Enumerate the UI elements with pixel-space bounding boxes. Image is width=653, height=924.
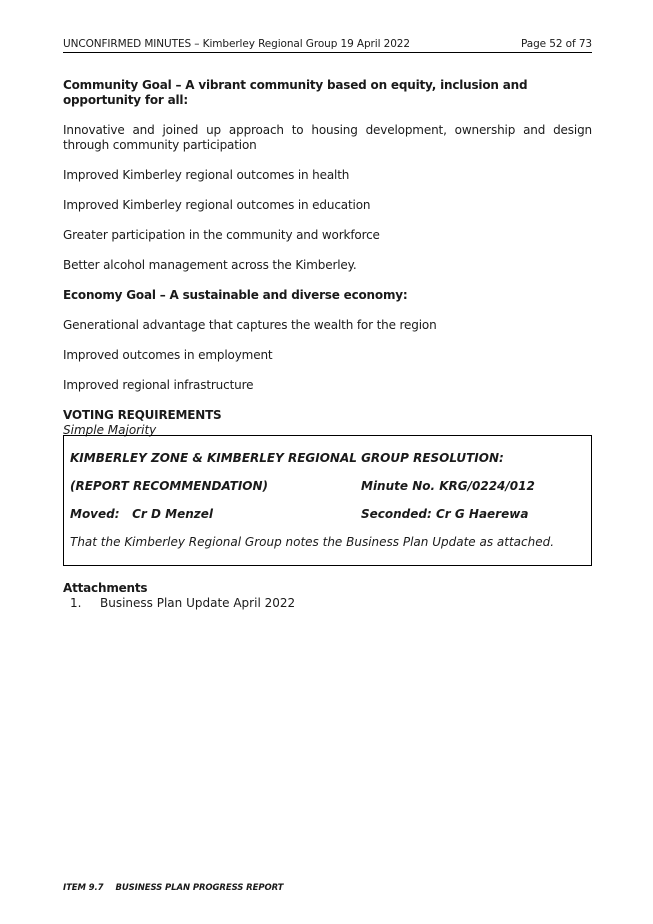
moved-by: Cr D Menzel [132, 507, 213, 521]
community-goal-item: Innovative and joined up approach to housing development, ownership and design through community participation [63, 123, 592, 152]
economy-goal-heading: Economy Goal – A sustainable and diverse economy: [63, 288, 408, 302]
community-goal-item: Improved Kimberley regional outcomes in health [63, 168, 350, 182]
economy-goal-item: Improved outcomes in employment [63, 348, 273, 362]
attachment-item[interactable] [63, 596, 592, 611]
community-goal-item: Greater participation in the community and workforce [63, 228, 380, 242]
header-title: UNCONFIRMED MINUTES – Kimberley Regional Group 19 April 2022 [63, 38, 410, 50]
report-recommendation: (REPORT RECOMMENDATION) [70, 479, 269, 493]
attachments-title: Attachments [63, 581, 148, 595]
voting-requirements-value: Simple Majority [63, 423, 157, 437]
page-header [63, 38, 592, 53]
resolution-box [63, 435, 592, 566]
community-goal-heading: Community Goal – A vibrant community based on equity, inclusion and opportunity for all: [63, 78, 528, 107]
community-goal-item: Better alcohol management across the Kimberley. [63, 258, 357, 272]
resolution-text: That the Kimberley Regional Group notes the Business Plan Update as attached. [70, 535, 555, 549]
minute-number: Minute No. KRG/0224/012 [361, 479, 535, 493]
attachment-label: Business Plan Update April 2022 [100, 596, 296, 610]
moved-label: Moved: [70, 507, 120, 521]
main-content [63, 78, 592, 438]
economy-goal-item: Generational advantage that captures the wealth for the region [63, 318, 437, 332]
voting-requirements-title: VOTING REQUIREMENTS [63, 408, 222, 422]
footer-title: BUSINESS PLAN PROGRESS REPORT [115, 883, 284, 893]
economy-goal-item: Improved regional infrastructure [63, 378, 254, 392]
resolution-title: KIMBERLEY ZONE & KIMBERLEY REGIONAL GROUP RESOLUTION: [70, 451, 504, 465]
attachment-number: 1. [70, 596, 82, 610]
community-goal-item: Improved Kimberley regional outcomes in education [63, 198, 371, 212]
page-number: Page 52 of 73 [521, 38, 592, 50]
attachments-section [63, 581, 592, 611]
moved-line [70, 507, 213, 521]
seconded-by: Seconded: Cr G Haerewa [361, 507, 529, 521]
footer-item-number: ITEM 9.7 [63, 883, 104, 893]
page-footer [63, 883, 283, 893]
